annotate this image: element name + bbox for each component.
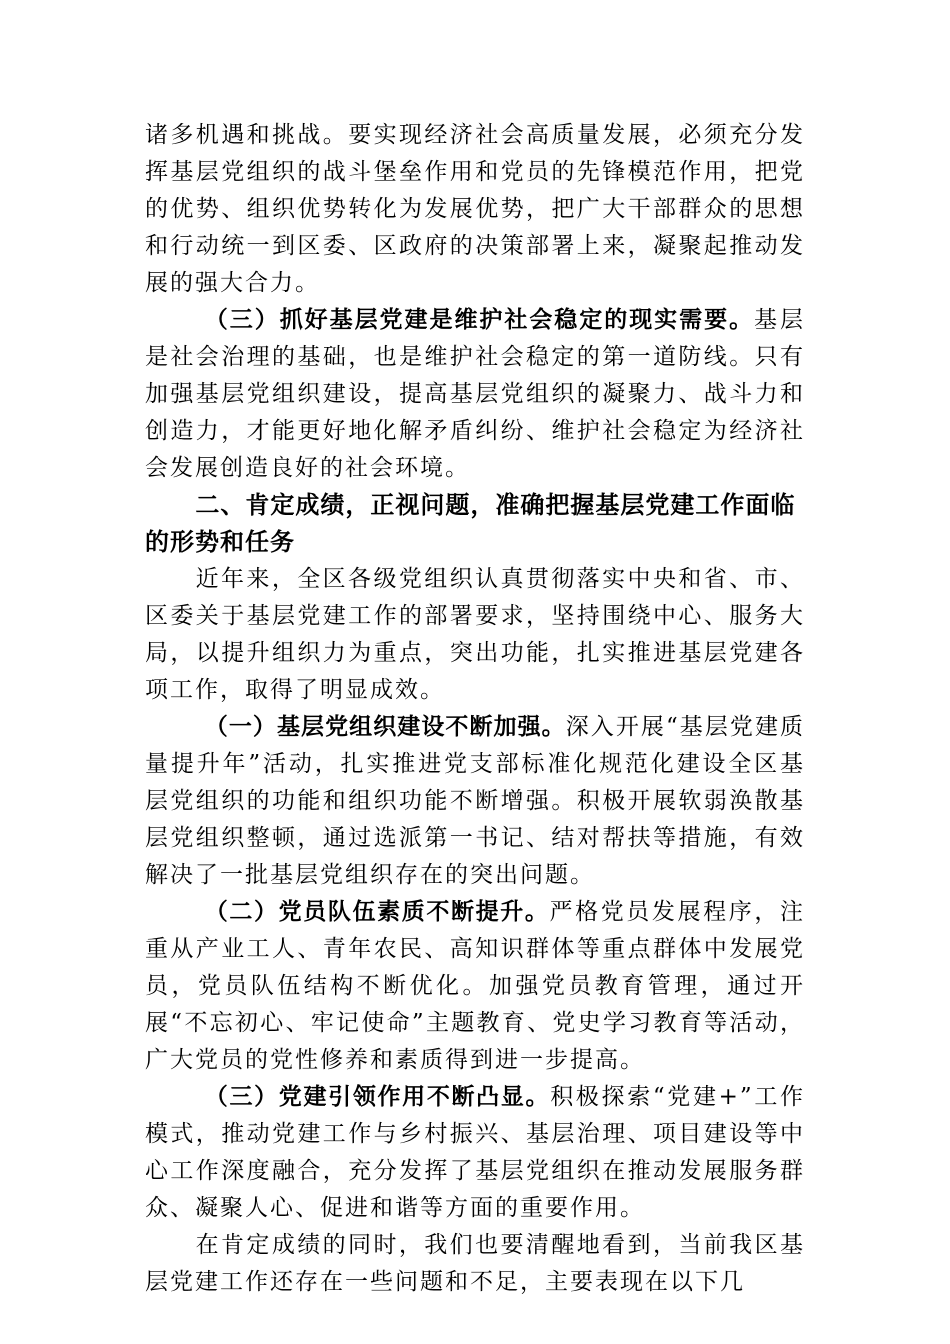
paragraph-text: 积极探索“党建+”工作模式，推动党建工作与乡村振兴、基层治理、项目建设等中心工作深度融合，充分发挥了基层党组织在推动发展服务群众、凝聚人心、促进和谐等方面的重要作用。 [145,1084,806,1221]
subsection-lead: （二）党员队伍素质不断提升。 [204,899,550,925]
paragraph-text: 诸多机遇和挑战。要实现经济社会高质量发展，必须充分发挥基层党组织的战斗堡垒作用和党员的先锋模范作用，把党的优势、组织优势转化为发展优势，把广大干部群众的思想和行动统一到区委、区政府的决策部署上来，凝聚起推动发展的强大合力。 [145,122,805,296]
subsection-lead: （三）抓好基层党建是维护社会稳定的现实需要。 [204,307,755,333]
paragraph-member-quality [145,894,805,1079]
paragraph-text: 深入开展“基层党建质量提升年”活动，扎实推进党支部标准化规范化建设全区基层党组织的功能和组织功能不断增强。积极开展软弱涣散基层党组织整顿，通过选派第一书记、结对帮扶等措施，有效解决了一批基层党组织存在的突出问题。 [145,714,806,888]
paragraph-text: 近年来，全区各级党组织认真贯彻落实中央和省、市、区委关于基层党建工作的部署要求，坚持围绕中心、服务大局，以提升组织力为重点，突出功能，扎实推进基层党建各项工作，取得了明显成效。 [145,566,805,703]
paragraph-problems-intro [145,1227,805,1301]
paragraph-leading-role [145,1079,805,1227]
paragraph-opportunities [145,117,805,302]
subsection-lead: （一）基层党组织建设不断加强。 [204,714,566,740]
paragraph-achievements-intro [145,561,805,709]
paragraph-social-stability [145,302,805,487]
document-page [145,117,805,1301]
paragraph-text: 严格党员发展程序，注重从产业工人、青年农民、高知识群体等重点群体中发展党员，党员队伍结构不断优化。加强党员教育管理，通过开展“不忘初心、牢记使命”主题教育、党史学习教育等活动，广大党员的党性修养和素质得到进一步提高。 [145,899,806,1073]
paragraph-text: 基层是社会治理的基础，也是维护社会稳定的第一道防线。只有加强基层党组织建设，提高基层党组织的凝聚力、战斗力和创造力，才能更好地化解矛盾纠纷、维护社会稳定为经济社会发展创造良好的社会环境。 [145,307,806,481]
paragraph-text: 在肯定成绩的同时，我们也要清醒地看到，当前我区基层党建工作还存在一些问题和不足，主要表现在以下几 [145,1232,805,1295]
subsection-lead: （三）党建引领作用不断凸显。 [204,1084,551,1110]
section-heading-two: 二、肯定成绩，正视问题，准确把握基层党建工作面临的形势和任务 [145,491,796,556]
paragraph-org-building [145,709,805,894]
